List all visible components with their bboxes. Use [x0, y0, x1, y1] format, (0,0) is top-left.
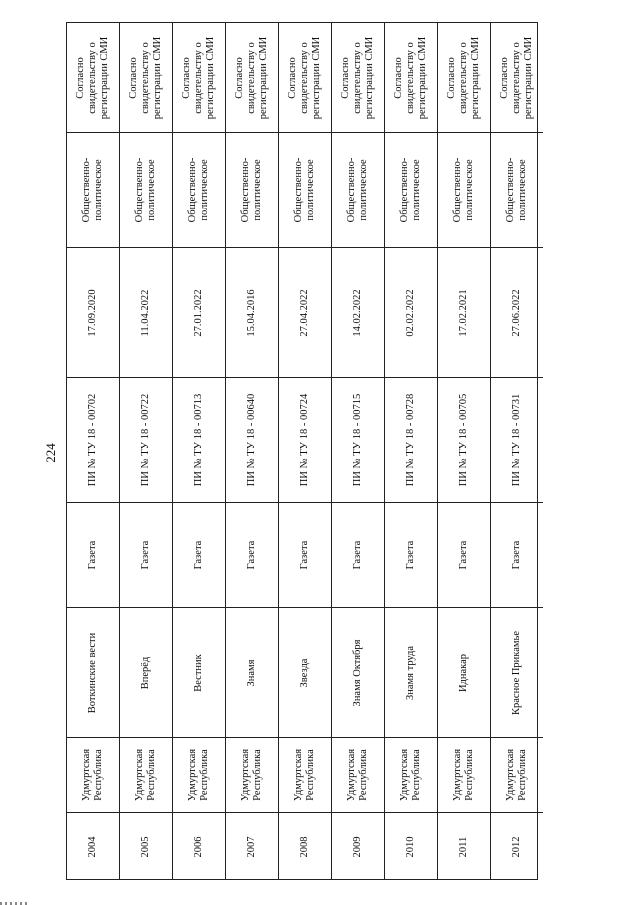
- cell-note: [385, 23, 437, 133]
- cell-name: [120, 608, 172, 738]
- cell-type: [491, 503, 543, 608]
- cell-number: [491, 813, 543, 881]
- cell-name: [385, 608, 437, 738]
- cell-topic-text: Общественно-политическое: [505, 157, 528, 223]
- cell-number: [385, 813, 437, 881]
- cell-reg-date: [120, 248, 172, 378]
- cell-reg-date-text: 17.09.2020: [87, 288, 98, 337]
- cell-note: [226, 23, 278, 133]
- cell-reg-date: [67, 248, 119, 378]
- cell-note: [438, 23, 490, 133]
- cell-region: [226, 738, 278, 813]
- media-registry-table: [66, 22, 538, 880]
- cell-note-text: Согласно свидетельству о регистрации СМИ: [234, 36, 269, 119]
- cell-topic-text: Общественно-политическое: [240, 157, 263, 223]
- cell-type: [120, 503, 172, 608]
- cell-reg-number-text: ПИ № ТУ 18 - 00731: [511, 393, 522, 487]
- cell-reg-number-text: ПИ № ТУ 18 - 00724: [299, 393, 310, 487]
- cell-reg-number-text: ПИ № ТУ 18 - 00705: [458, 393, 469, 487]
- cell-number-text: 2011: [458, 836, 469, 858]
- cell-topic-text: Общественно-политическое: [346, 157, 369, 223]
- cell-reg-date: [173, 248, 225, 378]
- cell-type-text: Газета: [458, 540, 469, 570]
- cell-note-text: Согласно свидетельству о регистрации СМИ: [393, 36, 428, 119]
- cell-region-text: Удмуртская Республика: [452, 748, 475, 802]
- cell-number-text: 2009: [352, 836, 363, 858]
- cell-reg-number-text: ПИ № ТУ 18 - 00713: [193, 393, 204, 487]
- table-row: [120, 23, 173, 879]
- cell-region: [332, 738, 384, 813]
- cell-topic: [385, 133, 437, 248]
- cell-name: [173, 608, 225, 738]
- cell-reg-date-text: 02.02.2022: [405, 288, 416, 337]
- cell-reg-date-text: 17.02.2021: [458, 288, 469, 337]
- cell-type-text: Газета: [87, 540, 98, 570]
- cell-topic-text: Общественно-политическое: [81, 157, 104, 223]
- cell-reg-date-text: 11.04.2022: [140, 289, 151, 336]
- cell-type: [173, 503, 225, 608]
- cell-number: [67, 813, 119, 881]
- cell-number: [173, 813, 225, 881]
- cell-number-text: 2010: [405, 836, 416, 858]
- cell-note-text: Согласно свидетельству о регистрации СМИ: [181, 36, 216, 119]
- cell-topic: [226, 133, 278, 248]
- cell-topic-text: Общественно-политическое: [293, 157, 316, 223]
- cell-name-text: Звезда: [299, 658, 310, 687]
- cell-type: [438, 503, 490, 608]
- cell-type: [385, 503, 437, 608]
- table-row: [438, 23, 491, 879]
- cell-type: [67, 503, 119, 608]
- cell-name-text: Знамя: [246, 658, 257, 687]
- cell-note: [491, 23, 543, 133]
- cell-reg-date: [491, 248, 543, 378]
- cell-region: [438, 738, 490, 813]
- cell-region-text: Удмуртская Республика: [240, 748, 263, 802]
- cell-region: [173, 738, 225, 813]
- cell-reg-number: [279, 378, 331, 503]
- cell-note-text: Согласно свидетельству о регистрации СМИ: [75, 36, 110, 119]
- cell-reg-number: [332, 378, 384, 503]
- cell-number: [332, 813, 384, 881]
- cell-type-text: Газета: [511, 540, 522, 570]
- cell-region-text: Удмуртская Республика: [505, 748, 528, 802]
- cell-number-text: 2006: [193, 836, 204, 858]
- cell-note-text: Согласно свидетельству о регистрации СМИ: [499, 36, 534, 119]
- cell-reg-date-text: 14.02.2022: [352, 288, 363, 337]
- cell-number: [279, 813, 331, 881]
- cell-reg-number: [226, 378, 278, 503]
- cell-name-text: Воткинские вести: [87, 632, 98, 713]
- cell-note-text: Согласно свидетельству о регистрации СМИ: [287, 36, 322, 119]
- cell-region-text: Удмуртская Республика: [346, 748, 369, 802]
- cell-note: [332, 23, 384, 133]
- cell-reg-date-text: 27.01.2022: [193, 288, 204, 337]
- cell-region: [279, 738, 331, 813]
- cell-type: [332, 503, 384, 608]
- cell-name: [332, 608, 384, 738]
- cell-name-text: Иднакар: [458, 653, 469, 692]
- cell-name-text: Знамя Октября: [352, 639, 363, 706]
- cell-note: [120, 23, 172, 133]
- cell-region-text: Удмуртская Республика: [293, 748, 316, 802]
- cell-topic: [173, 133, 225, 248]
- table-row: [491, 23, 543, 879]
- cell-name: [438, 608, 490, 738]
- cell-note-text: Согласно свидетельству о регистрации СМИ: [128, 36, 163, 119]
- cell-reg-number: [173, 378, 225, 503]
- cell-type-text: Газета: [405, 540, 416, 570]
- cell-note: [67, 23, 119, 133]
- cell-note-text: Согласно свидетельству о регистрации СМИ: [446, 36, 481, 119]
- cell-reg-number: [120, 378, 172, 503]
- cell-reg-number: [385, 378, 437, 503]
- cell-topic: [332, 133, 384, 248]
- cell-name: [67, 608, 119, 738]
- cell-number: [226, 813, 278, 881]
- page-number: 224: [43, 443, 58, 463]
- cell-topic: [67, 133, 119, 248]
- table-row: [226, 23, 279, 879]
- table-row: [173, 23, 226, 879]
- cell-reg-date: [279, 248, 331, 378]
- cell-region-text: Удмуртская Республика: [399, 748, 422, 802]
- cell-reg-number-text: ПИ № ТУ 18 - 00722: [140, 393, 151, 487]
- table-row: [279, 23, 332, 879]
- cell-type: [279, 503, 331, 608]
- cell-reg-date: [385, 248, 437, 378]
- cell-reg-number: [491, 378, 543, 503]
- table-row: [67, 23, 120, 879]
- cell-region: [120, 738, 172, 813]
- cell-reg-number: [67, 378, 119, 503]
- cell-topic: [491, 133, 543, 248]
- cell-reg-number: [438, 378, 490, 503]
- cell-number: [120, 813, 172, 881]
- cell-topic-text: Общественно-политическое: [187, 157, 210, 223]
- cell-region: [491, 738, 543, 813]
- cell-reg-date: [226, 248, 278, 378]
- cell-number-text: 2008: [299, 836, 310, 858]
- cell-reg-number-text: ПИ № ТУ 18 - 00715: [352, 393, 363, 487]
- cell-region-text: Удмуртская Республика: [81, 748, 104, 802]
- cell-type-text: Газета: [246, 540, 257, 570]
- cell-type: [226, 503, 278, 608]
- cell-name-text: Знамя труда: [405, 645, 416, 700]
- cell-type-text: Газета: [193, 540, 204, 570]
- cell-note: [173, 23, 225, 133]
- cell-type-text: Газета: [299, 540, 310, 570]
- cell-reg-date-text: 15.04.2016: [246, 288, 257, 337]
- cell-reg-number-text: ПИ № ТУ 18 - 00702: [87, 393, 98, 487]
- cell-name-text: Красное Прикамье: [511, 630, 522, 715]
- cell-topic: [120, 133, 172, 248]
- table-row: [332, 23, 385, 879]
- cell-type-text: Газета: [140, 540, 151, 570]
- cell-region: [67, 738, 119, 813]
- cell-type-text: Газета: [352, 540, 363, 570]
- cell-number: [438, 813, 490, 881]
- cell-topic-text: Общественно-политическое: [134, 157, 157, 223]
- cell-topic-text: Общественно-политическое: [399, 157, 422, 223]
- cell-reg-date-text: 27.06.2022: [511, 288, 522, 337]
- cell-topic: [438, 133, 490, 248]
- cell-name: [491, 608, 543, 738]
- cell-reg-number-text: ПИ № ТУ 18 - 00640: [246, 393, 257, 487]
- cell-note-text: Согласно свидетельству о регистрации СМИ: [340, 36, 375, 119]
- cell-region: [385, 738, 437, 813]
- cell-reg-number-text: ПИ № ТУ 18 - 00728: [405, 393, 416, 487]
- cell-region-text: Удмуртская Республика: [134, 748, 157, 802]
- cell-reg-date-text: 27.04.2022: [299, 288, 310, 337]
- cell-note: [279, 23, 331, 133]
- cell-reg-date: [438, 248, 490, 378]
- cell-name: [226, 608, 278, 738]
- cell-name-text: Вестник: [193, 653, 204, 692]
- cell-topic: [279, 133, 331, 248]
- cell-reg-date: [332, 248, 384, 378]
- cell-topic-text: Общественно-политическое: [452, 157, 475, 223]
- cell-number-text: 2004: [87, 836, 98, 858]
- cell-region-text: Удмуртская Республика: [187, 748, 210, 802]
- cell-number-text: 2007: [246, 836, 257, 858]
- cell-number-text: 2005: [140, 836, 151, 858]
- table-row: [385, 23, 438, 879]
- cell-name-text: Вперёд: [140, 656, 151, 689]
- cell-number-text: 2012: [511, 836, 522, 858]
- cell-name: [279, 608, 331, 738]
